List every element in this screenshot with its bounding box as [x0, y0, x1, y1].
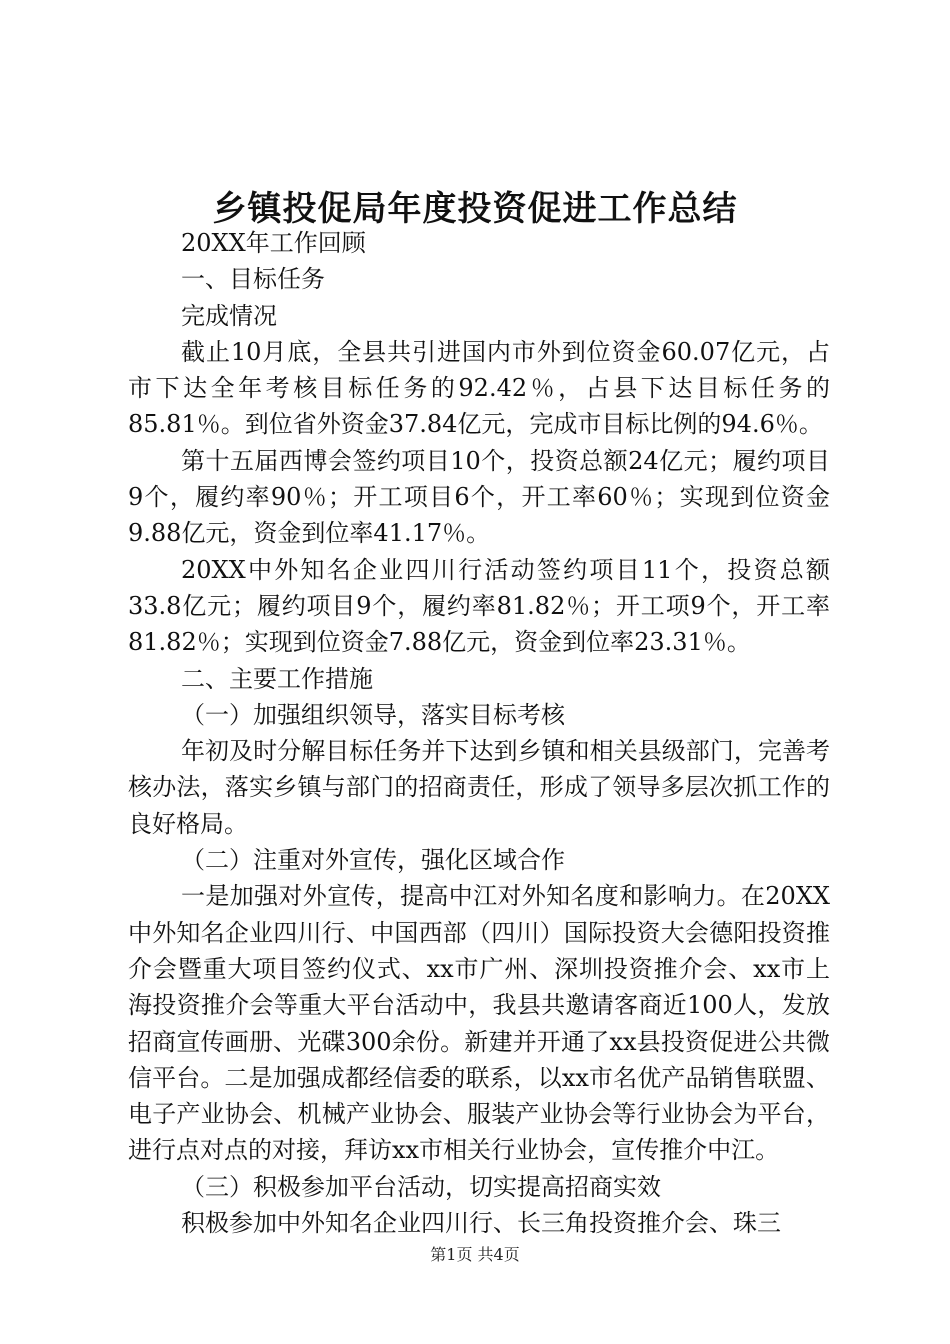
section-heading-targets: 一、目标任务	[181, 265, 325, 294]
subheading-platform-activities: （三）积极参加平台活动，切实提高招商实效	[181, 1172, 661, 1201]
section-heading-measures: 二、主要工作措施	[181, 664, 373, 693]
paragraph-sichuan-tour: 20XX中外知名企业四川行活动签约项目11个，投资总额33.8亿元；履约项目9个，履约率81.82％；开工项9个，开工率81.82％；实现到位资金7.88亿元，资金到位率23.31％。	[128, 555, 830, 657]
paragraph-platform-activities: 积极参加中外知名企业四川行、长三角投资推介会、珠三	[181, 1209, 781, 1238]
document-body	[128, 225, 830, 1241]
paragraph-western-expo: 第十五届西博会签约项目10个，投资总额24亿元；履约项目9个，履约率90％；开工项目6个，开工率60％；实现到位资金9.88亿元，资金到位率41.17％。	[128, 446, 830, 548]
page-number-footer: 第1页 共4页	[430, 1245, 520, 1264]
paragraph-publicity: 一是加强对外宣传，提高中江对外知名度和影响力。在20XX中外知名企业四川行、中国西部（四川）国际投资大会德阳投资推介会暨重大项目签约仪式、xx市广州、深圳投资推介会、xx市上海投资推介会等重大平台活动中，我县共邀请客商近100人，发放招商宣传画册、光碟300余份。新建并开通了xx县投资促进公共微信平台。二是加强成都经信委的联系，以xx市名优产品销售联盟、电子产业协会、机械产业协会、服装产业协会等行业协会为平台，进行点对点的对接，拜访xx市相关行业协会，宣传推介中江。	[128, 882, 830, 1165]
section-heading-review: 20XX年工作回顾	[181, 229, 366, 257]
subheading-completion: 完成情况	[181, 301, 277, 330]
document-title: 乡镇投促局年度投资促进工作总结	[212, 189, 738, 229]
subheading-publicity: （二）注重对外宣传，强化区域合作	[181, 846, 565, 875]
paragraph-funds-summary: 截止10月底，全县共引进国内市外到位资金60.07亿元，占市下达全年考核目标任务的92.42％，占县下达目标任务的85.81％。到位省外资金37.84亿元，完成市目标比例的94.6％。	[128, 337, 830, 439]
paragraph-leadership: 年初及时分解目标任务并下达到乡镇和相关县级部门，完善考核办法，落实乡镇与部门的招商责任，形成了领导多层次抓工作的良好格局。	[128, 737, 830, 838]
subheading-leadership: （一）加强组织领导，落实目标考核	[181, 700, 565, 729]
